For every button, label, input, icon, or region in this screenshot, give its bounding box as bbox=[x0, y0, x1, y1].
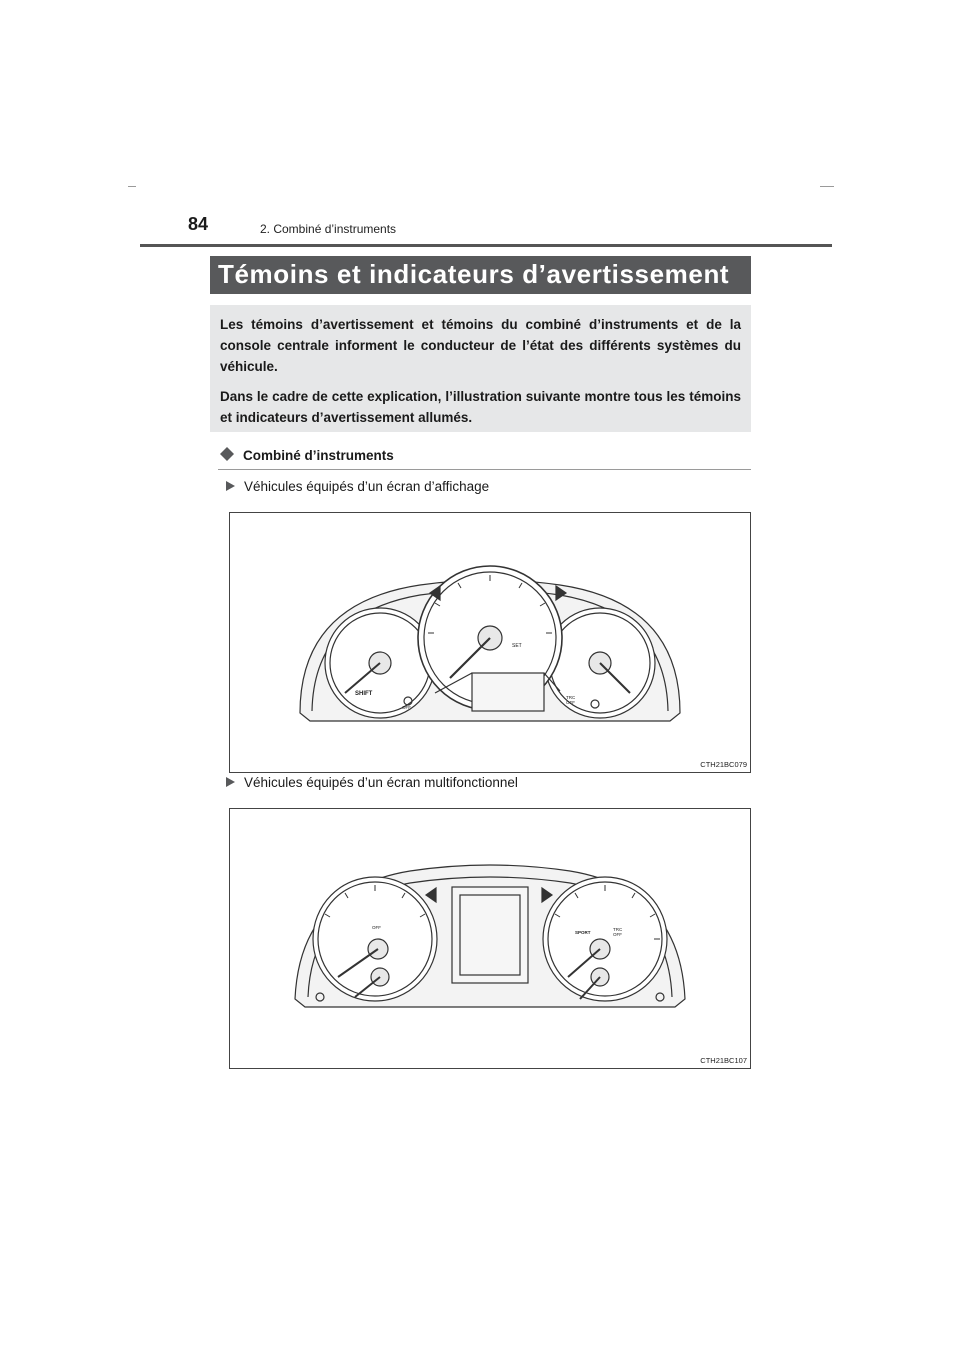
variant-caption-2 bbox=[224, 775, 518, 790]
a-off-label-2: OFF bbox=[372, 925, 381, 930]
figure-cluster-display bbox=[229, 512, 751, 773]
figure-code-2: CTH21BC107 bbox=[700, 1056, 747, 1065]
trc-label-2: TRC bbox=[613, 927, 623, 932]
diamond-bullet-icon bbox=[220, 447, 234, 461]
intro-paragraph-2: Dans le cadre de cette explication, l’illustration suivante montre tous les témoins et indicateurs d’avertissement allumés. bbox=[220, 389, 741, 425]
variant-caption-1-text: Véhicules équipés d’un écran d’affichage bbox=[244, 479, 490, 494]
crop-mark-right bbox=[820, 186, 834, 187]
sport-label: SPORT bbox=[575, 930, 591, 935]
figure-code-1: CTH21BC079 bbox=[700, 760, 747, 769]
section-banner bbox=[210, 256, 751, 294]
chapter-title: 2. Combiné d’instruments bbox=[260, 222, 397, 236]
crop-mark-left bbox=[128, 186, 136, 187]
intro-box bbox=[210, 305, 751, 432]
instrument-cluster-illustration bbox=[230, 513, 750, 772]
off-label-2: OFF bbox=[613, 932, 622, 937]
instrument-cluster-illustration-2 bbox=[230, 809, 750, 1068]
shift-label: SHIFT bbox=[355, 691, 373, 697]
page-header bbox=[140, 212, 832, 248]
page-number: 84 bbox=[188, 214, 209, 234]
variant-caption-2-text: Véhicules équipés d’un écran multifonctionnel bbox=[244, 775, 518, 790]
intro-paragraph-1: Les témoins d’avertissement et témoins du combiné d’instruments et de la console centrale informent le conducteur de l’état des différents systèmes du véhicule. bbox=[220, 317, 741, 374]
section-title: Témoins et indicateurs d’avertissement bbox=[218, 259, 730, 289]
triangle-bullet-icon bbox=[224, 776, 236, 788]
variant-caption-1 bbox=[224, 479, 489, 494]
a-off-label: OFF bbox=[402, 705, 411, 710]
subsection-title: Combiné d’instruments bbox=[243, 448, 394, 463]
header-rule bbox=[140, 244, 832, 247]
figure-cluster-multifunction bbox=[229, 808, 751, 1069]
trc-off-label: OFF bbox=[566, 700, 575, 705]
set-label: SET bbox=[512, 643, 522, 649]
subsection-heading bbox=[218, 446, 751, 470]
trc-label: TRC bbox=[566, 695, 576, 700]
triangle-bullet-icon bbox=[224, 480, 236, 492]
